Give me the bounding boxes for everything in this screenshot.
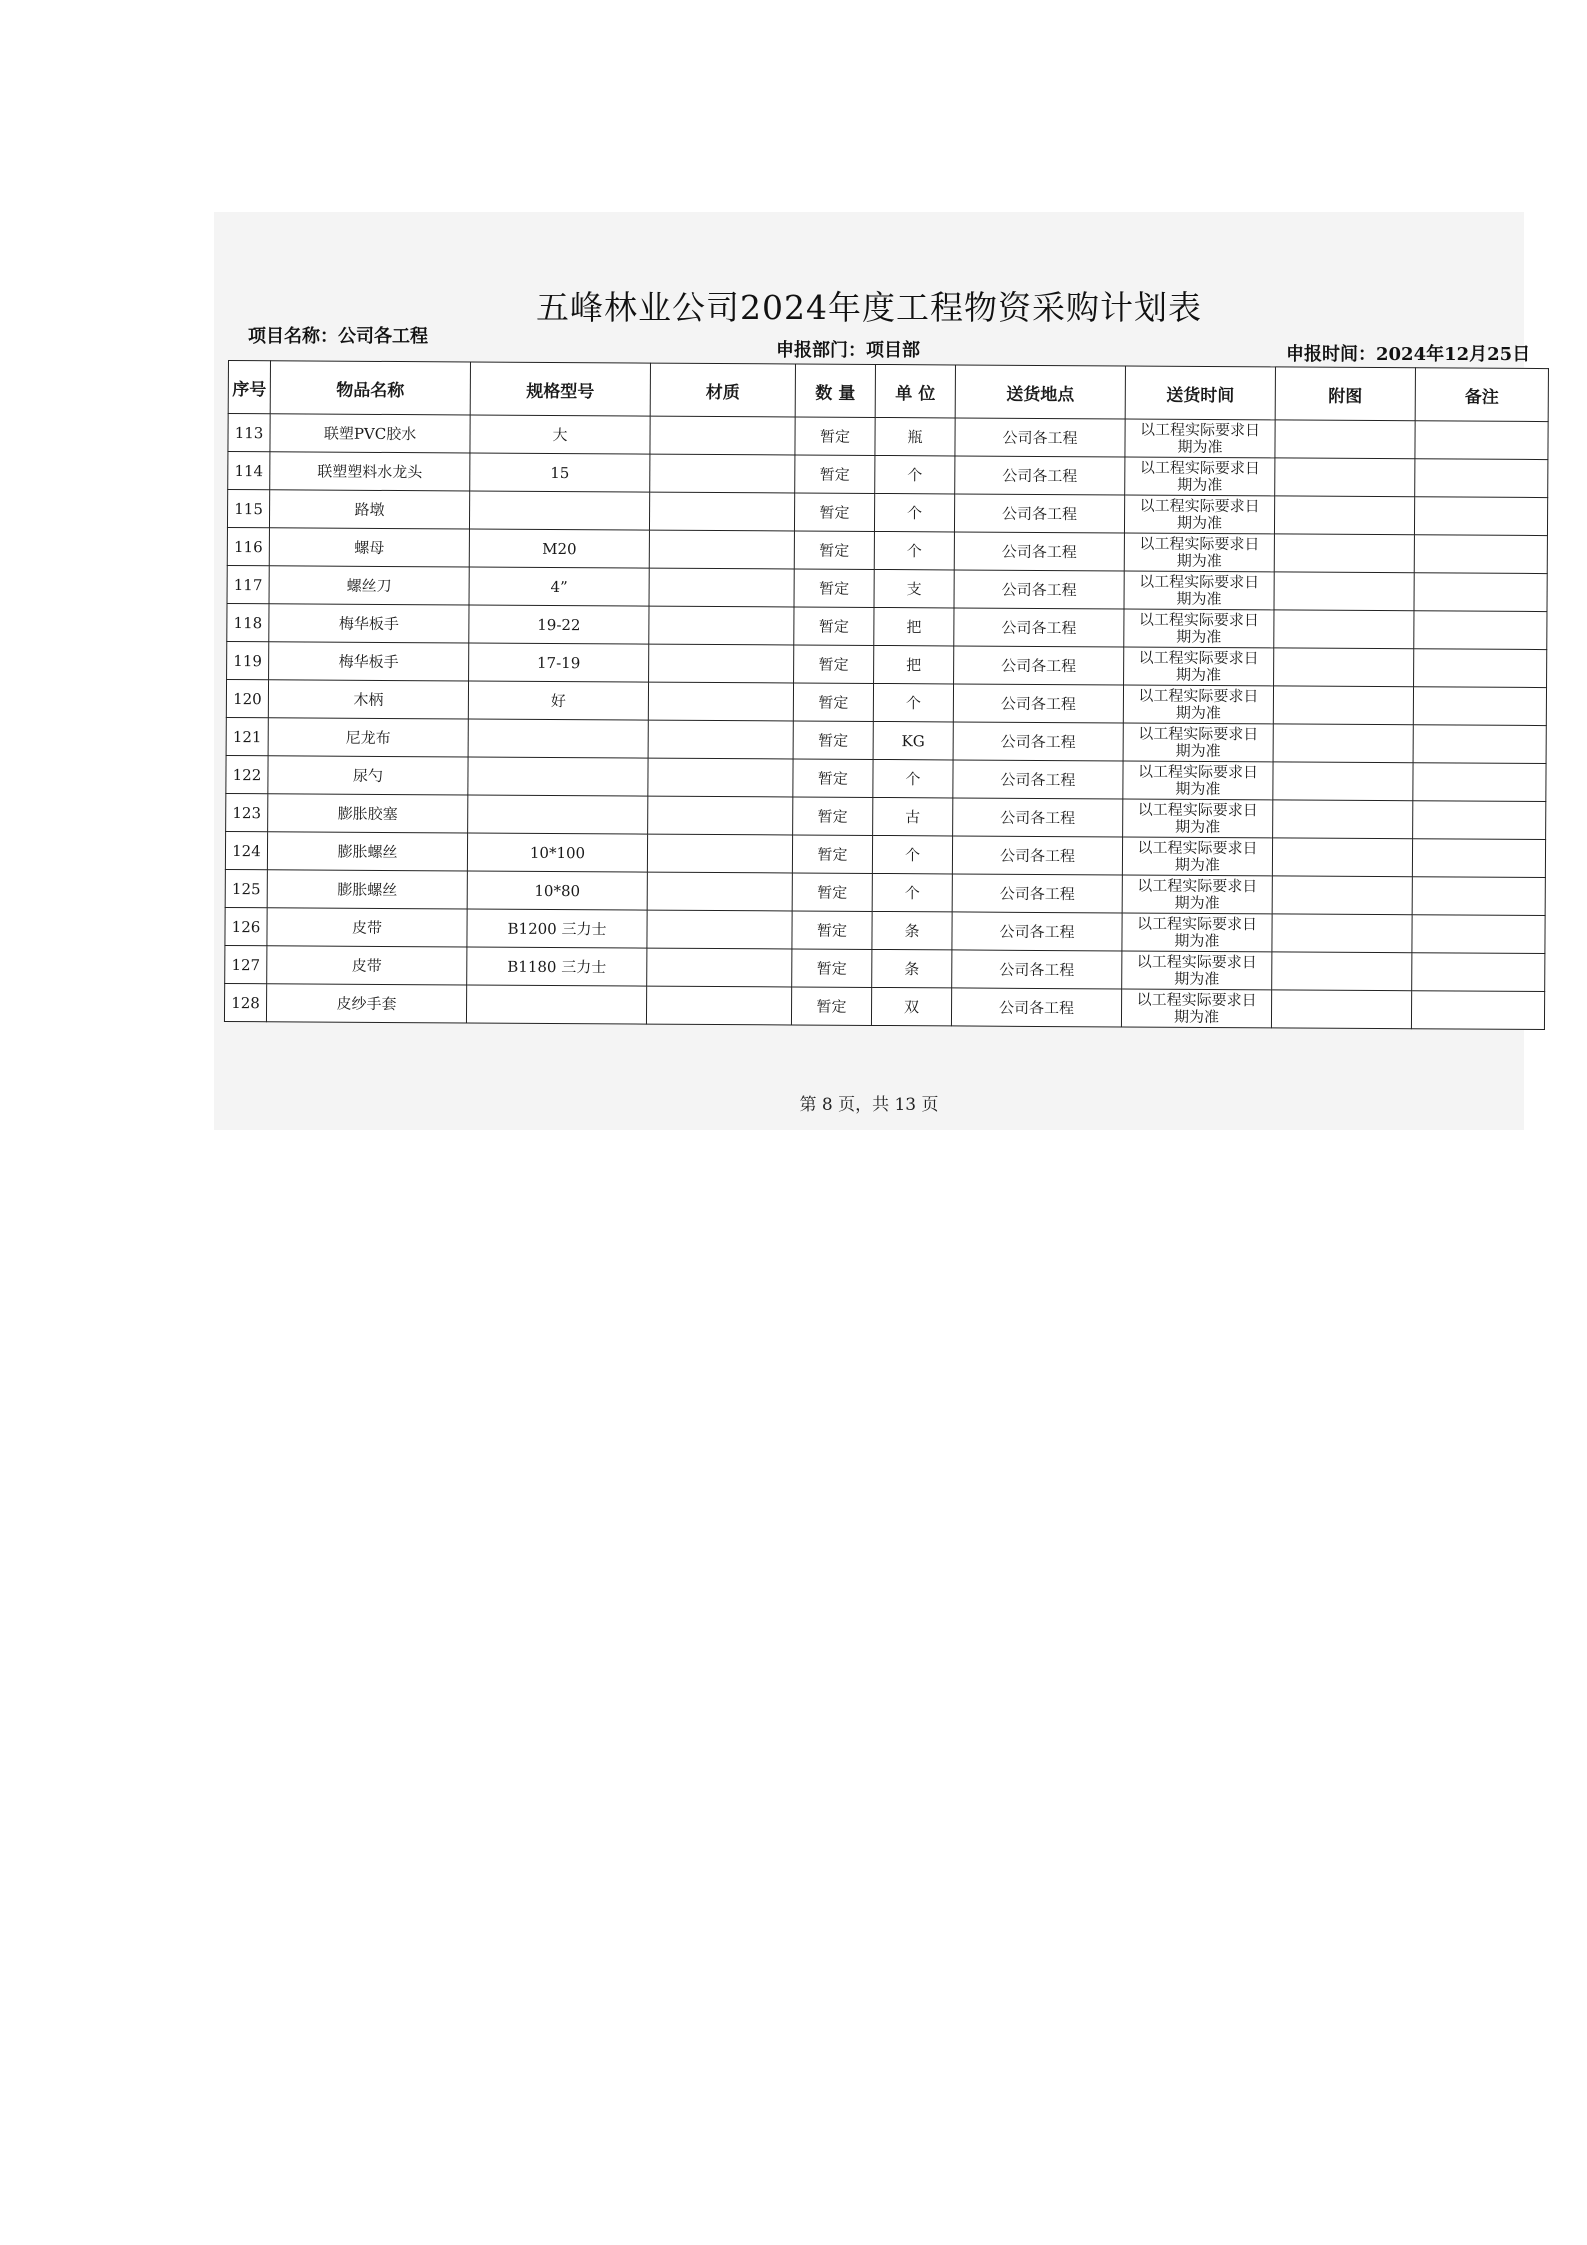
- row-remarks: [1412, 877, 1545, 916]
- row-item-name: 尼龙布: [268, 718, 468, 757]
- row-quantity: 暂定: [793, 797, 873, 835]
- row-attachment: [1274, 572, 1414, 611]
- row-delivery-time: [1124, 571, 1274, 610]
- department: 申报部门：项目部: [776, 340, 920, 361]
- row-quantity: 暂定: [795, 455, 875, 493]
- row-unit: 把: [874, 607, 954, 645]
- header-quantity: 数 量: [795, 364, 875, 417]
- row-delivery-place: 公司各工程: [955, 418, 1125, 457]
- row-spec: [468, 757, 648, 796]
- row-delivery-place: 公司各工程: [952, 912, 1122, 951]
- row-spec: [469, 491, 649, 530]
- row-spec: M20: [469, 529, 649, 568]
- header-unit: 单 位: [875, 364, 955, 417]
- row-unit: 瓶: [875, 417, 955, 455]
- row-delivery-place: 公司各工程: [952, 874, 1122, 913]
- row-delivery-time: [1124, 609, 1274, 648]
- row-unit: 个: [872, 873, 952, 911]
- table-header-row: [228, 361, 1548, 422]
- row-delivery-place: 公司各工程: [954, 532, 1124, 571]
- delivery-time-line-1: 以工程实际要求日: [1136, 990, 1257, 1009]
- row-seq: 115: [227, 490, 269, 528]
- header-attachment: 附图: [1275, 367, 1415, 421]
- row-seq: 127: [225, 945, 267, 983]
- row-remarks: [1411, 991, 1544, 1030]
- row-item-name: 螺母: [269, 528, 469, 567]
- row-delivery-time: [1122, 951, 1272, 990]
- delivery-time-line-1: 以工程实际要求日: [1137, 762, 1259, 781]
- delivery-time-line-2: 期为准: [1174, 855, 1220, 874]
- row-unit: 双: [871, 987, 951, 1025]
- row-material: [649, 644, 794, 683]
- document-title: 五峰林业公司2024年度工程物资采购计划表: [536, 288, 1202, 327]
- row-material: [649, 606, 794, 645]
- row-remarks: [1413, 763, 1546, 802]
- row-material: [650, 454, 795, 493]
- row-item-name: 膨胀螺丝: [267, 832, 467, 871]
- row-seq: 122: [226, 755, 268, 793]
- delivery-time-line-1: 以工程实际要求日: [1138, 724, 1259, 743]
- row-quantity: 暂定: [792, 911, 872, 949]
- row-quantity: 暂定: [794, 569, 874, 607]
- row-delivery-place: 公司各工程: [953, 798, 1123, 837]
- procurement-table: [224, 360, 1549, 1030]
- row-unit: 个: [873, 759, 953, 797]
- delivery-time-line-2: 期为准: [1175, 817, 1221, 836]
- row-unit: 条: [872, 949, 952, 987]
- row-unit: 个: [874, 493, 954, 531]
- row-material: [648, 720, 793, 759]
- row-item-name: 膨胀胶塞: [268, 794, 468, 833]
- row-remarks: [1413, 687, 1546, 726]
- row-remarks: [1412, 953, 1545, 992]
- row-spec: 19-22: [469, 605, 649, 644]
- row-remarks: [1412, 839, 1545, 878]
- row-spec: 10*100: [467, 833, 647, 872]
- delivery-time-line-1: 以工程实际要求日: [1137, 876, 1258, 895]
- row-remarks: [1414, 535, 1547, 574]
- row-seq: 126: [225, 907, 267, 945]
- header-spec: 规格型号: [470, 362, 650, 416]
- row-spec: [468, 719, 648, 758]
- delivery-time-line-2: 期为准: [1176, 627, 1222, 646]
- row-seq: 125: [225, 869, 267, 907]
- delivery-time-line-2: 期为准: [1175, 703, 1221, 722]
- row-item-name: 膨胀螺丝: [267, 870, 467, 909]
- row-item-name: 联塑塑料水龙头: [270, 452, 470, 491]
- row-material: [647, 948, 792, 987]
- row-item-name: 木柄: [268, 680, 468, 719]
- row-unit: 把: [874, 645, 954, 683]
- row-quantity: 暂定: [794, 531, 874, 569]
- delivery-time-line-2: 期为准: [1174, 931, 1220, 950]
- row-seq: 119: [227, 641, 269, 679]
- row-attachment: [1274, 648, 1414, 687]
- row-delivery-place: 公司各工程: [955, 456, 1125, 495]
- row-delivery-time: [1124, 533, 1274, 572]
- row-unit: 古: [873, 797, 953, 835]
- row-attachment: [1272, 914, 1412, 953]
- row-quantity: 暂定: [794, 493, 874, 531]
- delivery-time-line-1: 以工程实际要求日: [1139, 458, 1260, 477]
- row-quantity: 暂定: [794, 607, 874, 645]
- row-remarks: [1413, 725, 1546, 764]
- row-delivery-place: 公司各工程: [953, 722, 1123, 761]
- row-spec: 15: [470, 453, 650, 492]
- delivery-time-line-1: 以工程实际要求日: [1137, 800, 1258, 819]
- delivery-time-line-2: 期为准: [1176, 513, 1223, 532]
- row-delivery-time: [1123, 761, 1273, 800]
- row-seq: 113: [228, 414, 270, 452]
- delivery-time-line-2: 期为准: [1176, 551, 1222, 570]
- delivery-time-line-1: 以工程实际要求日: [1137, 838, 1258, 857]
- row-delivery-time: [1123, 799, 1273, 838]
- row-attachment: [1275, 420, 1415, 459]
- row-attachment: [1274, 534, 1414, 573]
- row-delivery-place: 公司各工程: [953, 760, 1123, 799]
- row-remarks: [1412, 915, 1545, 954]
- row-item-name: 梅华板手: [269, 642, 469, 681]
- row-item-name: 路墩: [269, 490, 469, 529]
- delivery-time-line-2: 期为准: [1175, 741, 1221, 760]
- row-spec: B1200 三力士: [467, 909, 647, 948]
- row-delivery-place: 公司各工程: [954, 570, 1124, 609]
- row-item-name: 梅华板手: [269, 604, 469, 643]
- table-body: [224, 414, 1548, 1030]
- delivery-time-line-2: 期为准: [1175, 779, 1221, 798]
- header-seq: 序号: [228, 361, 270, 414]
- row-quantity: 暂定: [793, 759, 873, 797]
- delivery-time-line-1: 以工程实际要求日: [1140, 420, 1261, 439]
- row-item-name: 螺丝刀: [269, 566, 469, 605]
- row-spec: 4”: [469, 567, 649, 606]
- row-delivery-time: [1125, 419, 1275, 458]
- row-material: [647, 872, 792, 911]
- row-seq: 116: [227, 527, 269, 565]
- row-attachment: [1272, 876, 1412, 915]
- row-delivery-time: [1124, 495, 1274, 534]
- row-unit: 个: [874, 531, 954, 569]
- delivery-time-line-1: 以工程实际要求日: [1138, 686, 1259, 705]
- row-material: [649, 568, 794, 607]
- row-attachment: [1272, 952, 1412, 991]
- row-delivery-place: 公司各工程: [952, 950, 1122, 989]
- row-material: [648, 796, 793, 835]
- delivery-time-line-1: 以工程实际要求日: [1136, 952, 1257, 971]
- row-attachment: [1274, 610, 1414, 649]
- delivery-time-line-2: 期为准: [1176, 589, 1222, 608]
- row-quantity: 暂定: [792, 949, 872, 987]
- row-item-name: 皮带: [267, 946, 467, 985]
- header-delivery-time: 送货时间: [1125, 366, 1275, 420]
- row-item-name: 尿勺: [268, 756, 468, 795]
- row-unit: 个: [875, 455, 955, 493]
- row-attachment: [1275, 458, 1415, 497]
- delivery-time-line-2: 期为准: [1177, 475, 1223, 494]
- project-name: 项目名称：公司各工程: [248, 326, 428, 347]
- row-material: [648, 758, 793, 797]
- row-spec: B1180 三力士: [467, 947, 647, 986]
- row-delivery-place: 公司各工程: [954, 646, 1124, 685]
- row-quantity: 暂定: [792, 873, 872, 911]
- row-remarks: [1414, 649, 1547, 688]
- row-material: [649, 530, 794, 569]
- row-remarks: [1415, 459, 1548, 498]
- row-delivery-time: [1123, 723, 1273, 762]
- delivery-time-line-2: 期为准: [1176, 665, 1222, 684]
- row-unit: 个: [873, 683, 953, 721]
- row-spec: [468, 795, 648, 834]
- row-spec: 好: [468, 681, 648, 720]
- header-material: 材质: [650, 363, 795, 417]
- row-seq: 121: [226, 717, 268, 755]
- header-remarks: 备注: [1415, 368, 1548, 422]
- delivery-time-line-1: 以工程实际要求日: [1139, 496, 1260, 515]
- delivery-time-line-1: 以工程实际要求日: [1139, 534, 1260, 553]
- row-quantity: 暂定: [791, 987, 871, 1025]
- delivery-time-line-2: 期为准: [1174, 893, 1220, 912]
- row-attachment: [1272, 838, 1412, 877]
- row-quantity: 暂定: [792, 835, 872, 873]
- row-material: [650, 416, 795, 455]
- procurement-table-wrapper: [224, 360, 1518, 1030]
- row-seq: 124: [225, 831, 267, 869]
- row-material: [648, 682, 793, 721]
- row-attachment: [1273, 762, 1413, 801]
- row-delivery-place: 公司各工程: [954, 608, 1124, 647]
- row-unit: 个: [872, 835, 952, 873]
- row-seq: 123: [226, 793, 268, 831]
- row-spec: 10*80: [467, 871, 647, 910]
- row-attachment: [1273, 724, 1413, 763]
- row-quantity: 暂定: [793, 721, 873, 759]
- row-delivery-place: 公司各工程: [953, 684, 1123, 723]
- delivery-time-line-2: 期为准: [1173, 1007, 1220, 1026]
- row-seq: 118: [227, 603, 269, 641]
- row-unit: KG: [873, 721, 953, 759]
- row-seq: 128: [224, 983, 266, 1021]
- row-material: [646, 986, 791, 1025]
- row-delivery-time: [1124, 647, 1274, 686]
- row-seq: 114: [228, 452, 270, 490]
- row-delivery-place: 公司各工程: [952, 836, 1122, 875]
- row-item-name: 皮纱手套: [266, 984, 466, 1023]
- row-delivery-time: [1122, 913, 1272, 952]
- row-material: [649, 492, 794, 531]
- row-remarks: [1414, 611, 1547, 650]
- delivery-time-line-1: 以工程实际要求日: [1138, 648, 1259, 667]
- row-spec: 17-19: [469, 643, 649, 682]
- row-unit: 支: [874, 569, 954, 607]
- row-quantity: 暂定: [795, 417, 875, 455]
- row-attachment: [1274, 496, 1414, 535]
- row-spec: 大: [470, 415, 650, 454]
- delivery-time-line-2: 期为准: [1177, 437, 1223, 456]
- row-seq: 117: [227, 565, 269, 603]
- row-attachment: [1271, 990, 1411, 1029]
- row-attachment: [1273, 686, 1413, 725]
- row-remarks: [1413, 801, 1546, 840]
- page-footer: 第 8 页，共 13 页: [799, 1095, 939, 1115]
- row-delivery-time: [1125, 457, 1275, 496]
- row-seq: 120: [226, 679, 268, 717]
- row-delivery-time: [1123, 685, 1273, 724]
- table-row: [224, 983, 1544, 1029]
- delivery-time-line-1: 以工程实际要求日: [1137, 914, 1258, 933]
- row-remarks: [1415, 421, 1548, 460]
- row-attachment: [1273, 800, 1413, 839]
- row-delivery-time: [1122, 837, 1272, 876]
- row-item-name: 皮带: [267, 908, 467, 947]
- row-item-name: 联塑PVC胶水: [270, 414, 470, 453]
- row-delivery-place: 公司各工程: [951, 988, 1121, 1027]
- row-quantity: 暂定: [794, 645, 874, 683]
- row-material: [647, 910, 792, 949]
- report-date: 申报时间：2024年12月25日: [1286, 344, 1531, 365]
- row-material: [647, 834, 792, 873]
- row-delivery-time: [1122, 875, 1272, 914]
- row-delivery-place: 公司各工程: [954, 494, 1124, 533]
- delivery-time-line-2: 期为准: [1174, 969, 1220, 988]
- row-unit: 条: [872, 911, 952, 949]
- row-quantity: 暂定: [793, 683, 873, 721]
- header-delivery-place: 送货地点: [955, 365, 1125, 419]
- row-delivery-time: [1121, 989, 1271, 1028]
- row-spec: [466, 985, 646, 1024]
- row-remarks: [1414, 497, 1547, 536]
- header-item-name: 物品名称: [270, 361, 470, 415]
- row-remarks: [1414, 573, 1547, 612]
- delivery-time-line-1: 以工程实际要求日: [1138, 610, 1259, 629]
- delivery-time-line-1: 以工程实际要求日: [1139, 572, 1260, 591]
